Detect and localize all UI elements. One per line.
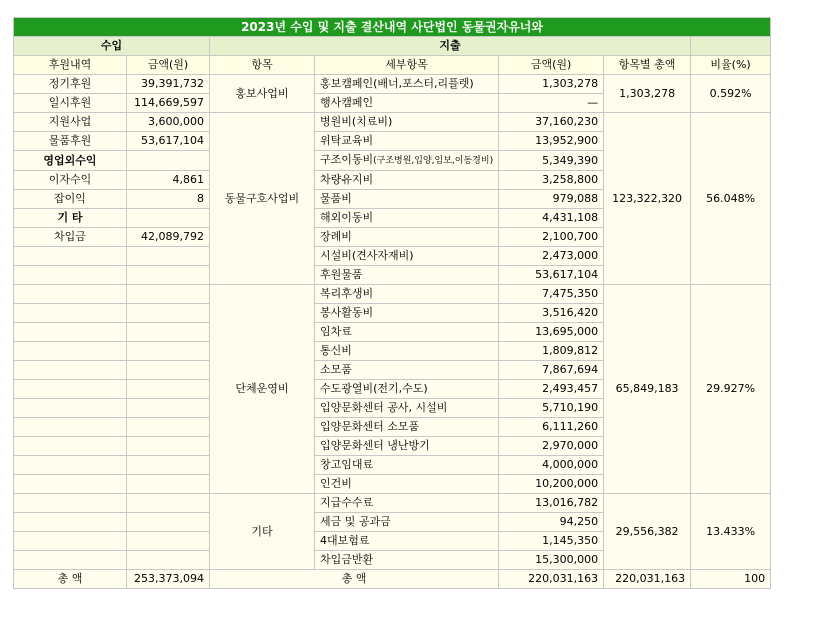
expense-detail-label: [315, 94, 499, 113]
income-item-label: 일시후원: [14, 94, 127, 113]
ratio-total: 100: [691, 570, 771, 589]
expense-detail-label: [315, 228, 499, 247]
expense-detail-amount: 3,258,800: [499, 171, 604, 190]
income-empty-cell: [127, 475, 210, 494]
expense-category-total: 1,303,278: [604, 75, 691, 113]
expense-detail-text: 시설비(견사자재비): [320, 249, 414, 262]
expense-detail-text: 복리후생비: [320, 287, 374, 300]
income-item-label: 정기후원: [14, 75, 127, 94]
expense-detail-text: 행사캠페인: [320, 96, 374, 109]
income-item-label: 기 타: [14, 209, 127, 228]
expense-detail-amount: 1,303,278: [499, 75, 604, 94]
expense-detail-text: 후원물품: [320, 268, 363, 281]
expense-detail-amount: 53,617,104: [499, 266, 604, 285]
expense-category-total: 123,322,320: [604, 113, 691, 285]
income-empty-cell: [127, 342, 210, 361]
expense-detail-text: 입양문화센터 소모품: [320, 420, 420, 433]
expense-category-name: 기타: [210, 494, 315, 570]
income-empty-cell: [14, 494, 127, 513]
income-total-amount: 253,373,094: [127, 570, 210, 589]
expense-detail-text: 입양문화센터 냉난방기: [320, 439, 430, 452]
expense-detail-amount: 1,145,350: [499, 532, 604, 551]
expense-detail-amount: 4,431,108: [499, 209, 604, 228]
header-amount: 금액(원): [499, 56, 604, 75]
income-empty-cell: [14, 266, 127, 285]
table-row: [14, 494, 771, 513]
expense-detail-text: 소모품: [320, 363, 352, 376]
expense-detail-amount: 5,710,190: [499, 399, 604, 418]
header-row: [14, 56, 771, 75]
income-item-label: 지원사업: [14, 113, 127, 132]
expense-detail-text: 구조이동비: [320, 153, 374, 166]
header-ratio: 비율(%): [691, 56, 771, 75]
expense-detail-text: 수도광열비(전기,수도): [320, 382, 428, 395]
income-item-label: 물품후원: [14, 132, 127, 151]
income-empty-cell: [14, 437, 127, 456]
expense-detail-amount: 94,250: [499, 513, 604, 532]
income-empty-cell: [14, 532, 127, 551]
expense-detail-text: 해외이동비: [320, 211, 374, 224]
expense-total-amount: 220,031,163: [499, 570, 604, 589]
income-item-label: 잡이익: [14, 190, 127, 209]
income-empty-cell: [127, 323, 210, 342]
expense-detail-subtext: (구조병원,입양,임보,이동경비): [373, 156, 494, 166]
expense-total-label: 총 액: [210, 570, 499, 589]
table-row: [14, 113, 771, 132]
expense-detail-label: [315, 209, 499, 228]
settlement-table-body: [14, 18, 771, 589]
expense-detail-label: [315, 532, 499, 551]
expense-detail-label: [315, 399, 499, 418]
page-title: 2023년 수입 및 지출 결산내역 사단법인 동물권자유너와: [14, 18, 771, 37]
expense-detail-text: 장례비: [320, 230, 352, 243]
expense-detail-label: [315, 342, 499, 361]
expense-detail-label: [315, 285, 499, 304]
income-item-amount: 53,617,104: [127, 132, 210, 151]
income-empty-cell: [14, 513, 127, 532]
income-empty-cell: [127, 266, 210, 285]
expense-category-ratio: 0.592%: [691, 75, 771, 113]
expense-category-ratio: 29.927%: [691, 285, 771, 494]
section-blank-cell: [691, 37, 771, 56]
expense-detail-label: [315, 304, 499, 323]
income-item-amount: 42,089,792: [127, 228, 210, 247]
expense-detail-text: 봉사활동비: [320, 306, 374, 319]
expense-detail-text: 병원비(치료비): [320, 115, 393, 128]
expense-detail-text: 입양문화센터 공사, 시설비: [320, 401, 448, 414]
expense-detail-amount: 1,809,812: [499, 342, 604, 361]
expense-detail-text: 차량유지비: [320, 173, 374, 186]
expense-detail-amount: 2,100,700: [499, 228, 604, 247]
expense-detail-text: 위탁교육비: [320, 134, 374, 147]
expense-detail-text: 홍보캠페인(배너,포스터,리플렛): [320, 77, 474, 90]
income-empty-cell: [127, 437, 210, 456]
expense-detail-text: 인건비: [320, 477, 352, 490]
expense-section-header: 지출: [210, 37, 691, 56]
expense-category-name: 단체운영비: [210, 285, 315, 494]
income-empty-cell: [127, 513, 210, 532]
income-item-amount: 8: [127, 190, 210, 209]
expense-detail-label: [315, 361, 499, 380]
income-empty-cell: [127, 456, 210, 475]
table-row: [14, 75, 771, 94]
expense-detail-label: [315, 380, 499, 399]
expense-total-amount-2: 220,031,163: [604, 570, 691, 589]
expense-detail-amount: 2,473,000: [499, 247, 604, 266]
income-empty-cell: [14, 418, 127, 437]
expense-detail-amount: 3,516,420: [499, 304, 604, 323]
section-row: [14, 37, 771, 56]
header-income-amount: 금액(원): [127, 56, 210, 75]
expense-detail-label: [315, 323, 499, 342]
income-item-label: 이자수익: [14, 171, 127, 190]
income-empty-cell: [127, 247, 210, 266]
income-item-amount: 3,600,000: [127, 113, 210, 132]
expense-detail-text: 세금 및 공과금: [320, 515, 391, 528]
expense-detail-text: 차입금반환: [320, 553, 374, 566]
expense-detail-amount: 10,200,000: [499, 475, 604, 494]
expense-detail-label: [315, 132, 499, 151]
table-row: [14, 285, 771, 304]
expense-detail-amount: —: [499, 94, 604, 113]
expense-category-total: 65,849,183: [604, 285, 691, 494]
income-item-amount: [127, 151, 210, 171]
expense-detail-text: 임차료: [320, 325, 352, 338]
expense-detail-text: 4대보험료: [320, 534, 370, 547]
income-empty-cell: [14, 304, 127, 323]
header-income-item: 후원내역: [14, 56, 127, 75]
income-empty-cell: [127, 551, 210, 570]
expense-detail-label: [315, 113, 499, 132]
income-empty-cell: [14, 323, 127, 342]
income-empty-cell: [127, 304, 210, 323]
expense-detail-text: 창고임대료: [320, 458, 374, 471]
expense-detail-label: [315, 75, 499, 94]
expense-detail-amount: 4,000,000: [499, 456, 604, 475]
expense-detail-label: [315, 513, 499, 532]
income-item-amount: [127, 209, 210, 228]
expense-detail-amount: 7,867,694: [499, 361, 604, 380]
income-empty-cell: [127, 532, 210, 551]
income-total-label: 총 액: [14, 570, 127, 589]
expense-detail-label: [315, 551, 499, 570]
expense-detail-label: [315, 418, 499, 437]
expense-detail-amount: 2,493,457: [499, 380, 604, 399]
income-empty-cell: [127, 380, 210, 399]
income-empty-cell: [14, 285, 127, 304]
expense-detail-label: [315, 456, 499, 475]
expense-detail-label: [315, 437, 499, 456]
expense-category-name: 동물구호사업비: [210, 113, 315, 285]
expense-category-total: 29,556,382: [604, 494, 691, 570]
settlement-table: [13, 17, 771, 589]
expense-detail-label: [315, 475, 499, 494]
income-section-header: 수입: [14, 37, 210, 56]
expense-detail-label: [315, 151, 499, 171]
income-empty-cell: [14, 551, 127, 570]
expense-detail-label: [315, 247, 499, 266]
income-empty-cell: [14, 247, 127, 266]
income-empty-cell: [127, 418, 210, 437]
expense-detail-text: 물품비: [320, 192, 352, 205]
income-item-amount: 114,669,597: [127, 94, 210, 113]
expense-detail-amount: 5,349,390: [499, 151, 604, 171]
income-empty-cell: [14, 361, 127, 380]
expense-detail-amount: 13,695,000: [499, 323, 604, 342]
expense-category-name: 홍보사업비: [210, 75, 315, 113]
expense-detail-amount: 15,300,000: [499, 551, 604, 570]
expense-detail-label: [315, 494, 499, 513]
expense-detail-label: [315, 266, 499, 285]
expense-detail-label: [315, 171, 499, 190]
income-item-label: 영업외수익: [14, 151, 127, 171]
expense-detail-amount: 7,475,350: [499, 285, 604, 304]
income-empty-cell: [14, 456, 127, 475]
header-detail: 세부항목: [315, 56, 499, 75]
expense-detail-text: 지급수수료: [320, 496, 374, 509]
income-empty-cell: [14, 380, 127, 399]
income-empty-cell: [127, 399, 210, 418]
expense-detail-label: [315, 190, 499, 209]
income-item-label: 차입금: [14, 228, 127, 247]
income-empty-cell: [14, 399, 127, 418]
expense-category-ratio: 56.048%: [691, 113, 771, 285]
income-item-amount: 39,391,732: [127, 75, 210, 94]
income-empty-cell: [127, 494, 210, 513]
expense-category-ratio: 13.433%: [691, 494, 771, 570]
income-empty-cell: [14, 475, 127, 494]
income-item-amount: 4,861: [127, 171, 210, 190]
income-empty-cell: [127, 361, 210, 380]
title-row: [14, 18, 771, 37]
totals-row: [14, 570, 771, 589]
income-empty-cell: [14, 342, 127, 361]
expense-detail-amount: 2,970,000: [499, 437, 604, 456]
expense-detail-text: 통신비: [320, 344, 352, 357]
income-empty-cell: [127, 285, 210, 304]
expense-detail-amount: 13,952,900: [499, 132, 604, 151]
expense-detail-amount: 13,016,782: [499, 494, 604, 513]
expense-detail-amount: 979,088: [499, 190, 604, 209]
header-category-total: 항목별 총액: [604, 56, 691, 75]
header-category: 항목: [210, 56, 315, 75]
expense-detail-amount: 37,160,230: [499, 113, 604, 132]
expense-detail-amount: 6,111,260: [499, 418, 604, 437]
